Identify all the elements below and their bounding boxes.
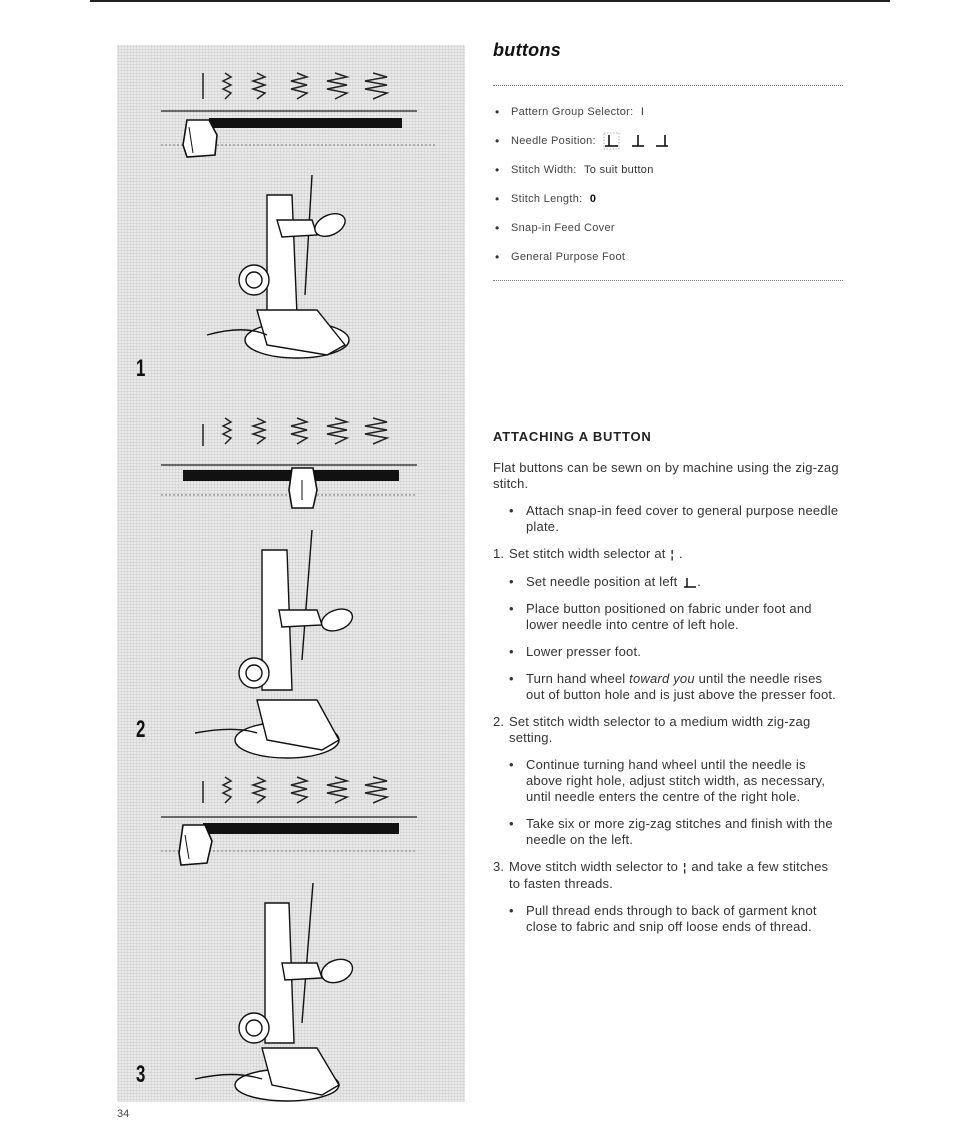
stitch-width-slider [161,111,437,157]
setting-value: 0 [589,193,597,205]
bullet-pull-threads: • Pull thread ends through to back of garment knot close to fabric and snip off loose ends of thread. [493,903,843,935]
setting-value: I [640,106,645,118]
setting-label: Pattern Group Selector: [511,106,634,118]
figure-1-illustration [117,45,465,405]
step-number: 1. [493,546,505,561]
bullet-continue: • Continue turning hand wheel until the needle is above right hole, adjust stitch width, as necessary, until needle enters the centre of the right hole. [493,757,843,805]
dotted-divider [493,280,843,281]
bullet-feed-cover: • Attach snap-in feed cover to general purpose needle plate. [493,503,843,535]
presser-foot-drawing [207,175,349,358]
stitch-width-scale-icon [203,777,387,803]
setting-presser-foot [493,243,843,272]
figure-3-illustration [117,773,465,1102]
settings-list [493,98,843,272]
page-number: 34 [117,1108,130,1120]
setting-label: Snap-in Feed Cover [511,222,615,234]
stitch-width-slider [161,465,417,508]
bullet-text: Set needle position at left [526,574,678,589]
bullet-lower-foot: • Lower presser foot. [493,644,843,660]
step-1: 1. Set stitch width selector at ¦ . [493,546,683,561]
step-2 [493,714,843,746]
needle-position-left-center-right-icon [603,132,673,150]
setting-pattern-group [493,98,843,127]
bullet-text: until the needle rises out of button hole and is just above the presser foot. [526,671,836,702]
subsection-title: ATTACHING A BUTTON [493,429,652,444]
top-rule [90,0,890,5]
step-text: and take a few stitches to fasten threads. [509,859,829,891]
intro-paragraph: Flat buttons can be sewn on by machine using the zig-zag stitch. [493,460,839,491]
setting-label: General Purpose Foot [511,251,626,263]
stitch-width-scale-icon [203,418,387,446]
figure-number-1: 1 [136,355,146,382]
step-number: 3. [493,859,505,874]
stitch-width-slider [161,817,417,865]
figure-2-illustration [117,410,465,768]
bullet-take-stitches: • Take six or more zig-zag stitches and finish with the needle on the left. [493,816,843,848]
straight-stitch-icon: ¦ [670,549,674,561]
setting-value: To suit button [584,164,654,176]
step-number: 2. [493,714,505,729]
setting-label: Stitch Length: [511,193,583,205]
setting-label: Stitch Width: [511,164,577,176]
bullet-needle-position: • Set needle position at left . [493,574,843,590]
straight-stitch-icon: ¦ [683,862,687,874]
step-text: Move stitch width selector to [509,859,679,874]
bullet-turn-wheel [493,671,843,703]
bullet-place-button: • Place button positioned on fabric under foot and lower needle into centre of left hole. [493,601,843,633]
illustration-column [117,45,465,1102]
step-text: Set stitch width selector at [509,546,666,561]
setting-stitch-length [493,185,843,214]
needle-position-icons [599,135,673,147]
figure-number-3: 3 [136,1061,146,1088]
section-title: buttons [493,40,562,60]
setting-stitch-width [493,156,843,185]
figure-panel-1 [117,45,465,405]
setting-needle-position [493,127,843,156]
dotted-divider [493,85,843,86]
figure-panel-2 [117,410,465,768]
figure-panel-3 [117,773,465,1102]
setting-label: Needle Position: [511,135,596,147]
instructions [493,460,843,935]
needle-left-icon [683,577,697,589]
presser-foot-drawing [195,883,356,1101]
setting-feed-cover [493,214,843,243]
stitch-width-scale-icon [203,73,387,99]
bullet-text: Turn hand wheel [526,671,626,686]
figure-number-2: 2 [136,716,146,743]
step-text: Set stitch width selector to a medium width zig-zag setting. [509,714,811,745]
text-column [493,40,843,934]
emphasis-text: toward you [629,671,695,686]
presser-foot-drawing [195,530,355,758]
step-3 [493,859,843,892]
